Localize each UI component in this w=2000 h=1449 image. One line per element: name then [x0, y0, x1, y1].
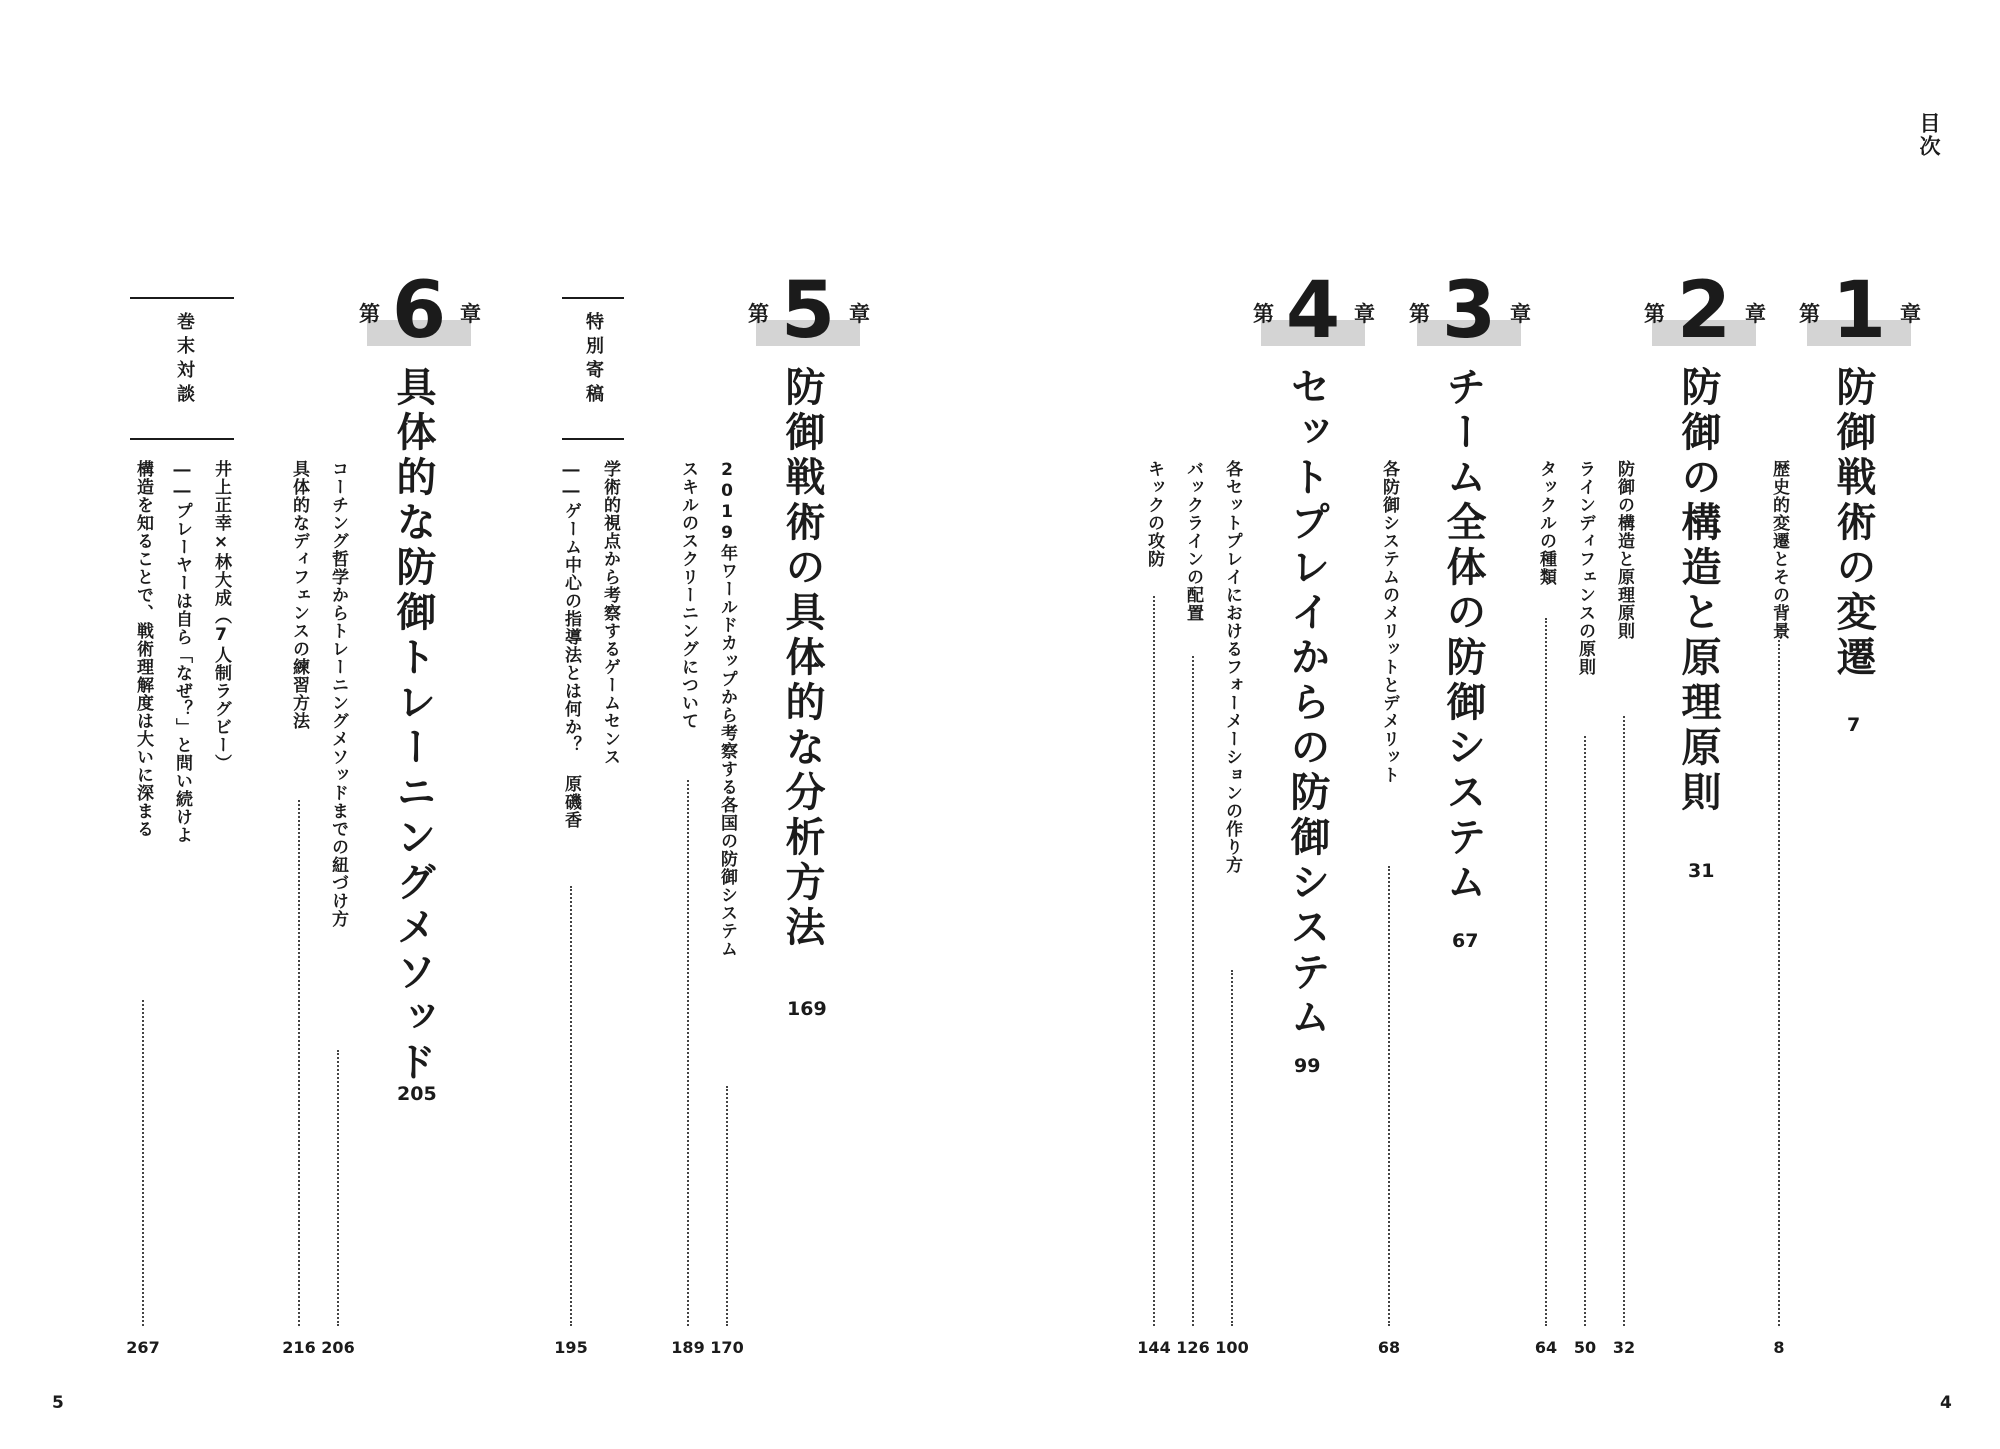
chapter-2-section-2-page: 50 [1573, 1338, 1597, 1357]
chapter-3-page: 67 [1452, 930, 1479, 952]
chapter-4-section-3: キックの攻防 [1144, 460, 1164, 568]
chapter-suffix: 章 [1745, 302, 1766, 326]
chapter-3-section-1: 各防御システムのメリットとデメリット [1379, 460, 1399, 784]
chapter-1-page: 7 [1847, 714, 1861, 736]
leader-dots [1623, 716, 1627, 1326]
chapter-6-badge [359, 266, 481, 356]
toc-label: 目次 [1917, 112, 1941, 158]
chapter-3-title: チーム全体の防御システム [1440, 366, 1486, 906]
chapter-5-section-1: 2019年ワールドカップから考察する各国の防御システム [717, 460, 737, 958]
chapter-number: 2 [1676, 266, 1732, 356]
special-subtitle: ――ゲーム中心の指導法とは何か？ 原磯香 [561, 460, 581, 829]
chapter-number: 4 [1285, 266, 1341, 356]
chapter-4-badge [1253, 266, 1375, 356]
chapter-5-badge [748, 266, 870, 356]
rule-bottom [130, 438, 234, 440]
leader-dots [1545, 618, 1549, 1326]
chapter-2-section-2: ラインディフェンスの原則 [1575, 460, 1595, 676]
page-number-right: 4 [1940, 1393, 1952, 1413]
leader-dots [726, 1086, 730, 1326]
closing-page: 267 [126, 1338, 160, 1357]
chapter-4-title: セットプレイからの防御システム [1284, 366, 1330, 1041]
closing-line-2: 構造を知ることで、戦術理解度は大いに深まる [133, 460, 153, 838]
leader-dots [570, 886, 574, 1326]
chapter-number: 5 [780, 266, 836, 356]
chapter-2-section-3-page: 64 [1534, 1338, 1558, 1357]
chapter-6-section-1: コーチング哲学からトレーニングメソッドまでの紐づけ方 [328, 460, 348, 928]
chapter-number: 3 [1441, 266, 1497, 356]
chapter-2-section-1-page: 32 [1612, 1338, 1636, 1357]
leader-dots [1778, 640, 1782, 1326]
chapter-4-section-1: 各セットプレイにおけるフォーメーションの作り方 [1222, 460, 1242, 874]
leader-dots [687, 780, 691, 1326]
leader-dots [1388, 866, 1392, 1326]
chapter-2-section-1: 防御の構造と原理原則 [1614, 460, 1634, 640]
chapter-2-page: 31 [1688, 860, 1715, 882]
closing-line-1: ――プレーヤーは自ら「なぜ？」と問い続けよ [172, 460, 192, 844]
chapter-4-section-3-page: 144 [1137, 1338, 1171, 1357]
leader-dots [1584, 736, 1588, 1326]
chapter-5-section-2-page: 189 [671, 1338, 705, 1357]
leader-dots [1231, 970, 1235, 1326]
chapter-prefix: 第 [1409, 302, 1430, 326]
chapter-prefix: 第 [748, 302, 769, 326]
leader-dots [298, 800, 302, 1326]
chapter-suffix: 章 [1510, 302, 1531, 326]
leader-dots [337, 1050, 341, 1326]
page-number-left: 5 [52, 1393, 64, 1413]
special-tag: 特別寄稿 [583, 312, 604, 408]
rule-top [130, 297, 234, 299]
chapter-1-section-1-page: 8 [1773, 1338, 1785, 1357]
chapter-5-section-2: スキルのスクリーニングについて [678, 460, 698, 730]
chapter-5-title: 防御戦術の具体的な分析方法 [779, 366, 825, 951]
chapter-prefix: 第 [1644, 302, 1665, 326]
chapter-2-badge [1644, 266, 1766, 356]
rule-top [562, 297, 624, 299]
chapter-4-section-1-page: 100 [1215, 1338, 1249, 1357]
chapter-6-section-2-page: 216 [282, 1338, 316, 1357]
chapter-5-section-1-page: 170 [710, 1338, 744, 1357]
closing-speakers: 井上正幸×林大成（7人制ラグビー） [211, 460, 231, 772]
chapter-1-badge [1799, 266, 1921, 356]
chapter-3-section-1-page: 68 [1377, 1338, 1401, 1357]
chapter-2-section-3: タックルの種類 [1536, 460, 1556, 586]
chapter-6-title: 具体的な防御トレーニングメソッド [390, 366, 436, 1086]
special-page: 195 [554, 1338, 588, 1357]
closing-tag: 巻末対談 [174, 312, 195, 408]
chapter-suffix: 章 [1900, 302, 1921, 326]
chapter-suffix: 章 [1354, 302, 1375, 326]
leader-dots [1192, 656, 1196, 1326]
chapter-prefix: 第 [359, 302, 380, 326]
chapter-suffix: 章 [460, 302, 481, 326]
rule-bottom [562, 438, 624, 440]
leader-dots [142, 1000, 146, 1326]
chapter-1-section-1: 歴史的変遷とその背景 [1769, 460, 1789, 640]
chapter-prefix: 第 [1799, 302, 1820, 326]
chapter-4-section-2: バックラインの配置 [1183, 460, 1203, 622]
chapter-1-title: 防御戦術の変遷 [1830, 366, 1876, 681]
chapter-6-section-1-page: 206 [321, 1338, 355, 1357]
chapter-5-page: 169 [787, 998, 827, 1020]
chapter-4-page: 99 [1294, 1055, 1321, 1077]
chapter-prefix: 第 [1253, 302, 1274, 326]
chapter-2-title: 防御の構造と原理原則 [1675, 366, 1721, 816]
chapter-4-section-2-page: 126 [1176, 1338, 1210, 1357]
chapter-number: 1 [1831, 266, 1887, 356]
chapter-3-badge [1409, 266, 1531, 356]
chapter-6-page: 205 [397, 1083, 437, 1105]
chapter-suffix: 章 [849, 302, 870, 326]
chapter-6-section-2: 具体的なディフェンスの練習方法 [289, 460, 309, 730]
chapter-number: 6 [391, 266, 447, 356]
special-title: 学術的視点から考察するゲームセンス [600, 460, 620, 766]
leader-dots [1153, 596, 1157, 1326]
